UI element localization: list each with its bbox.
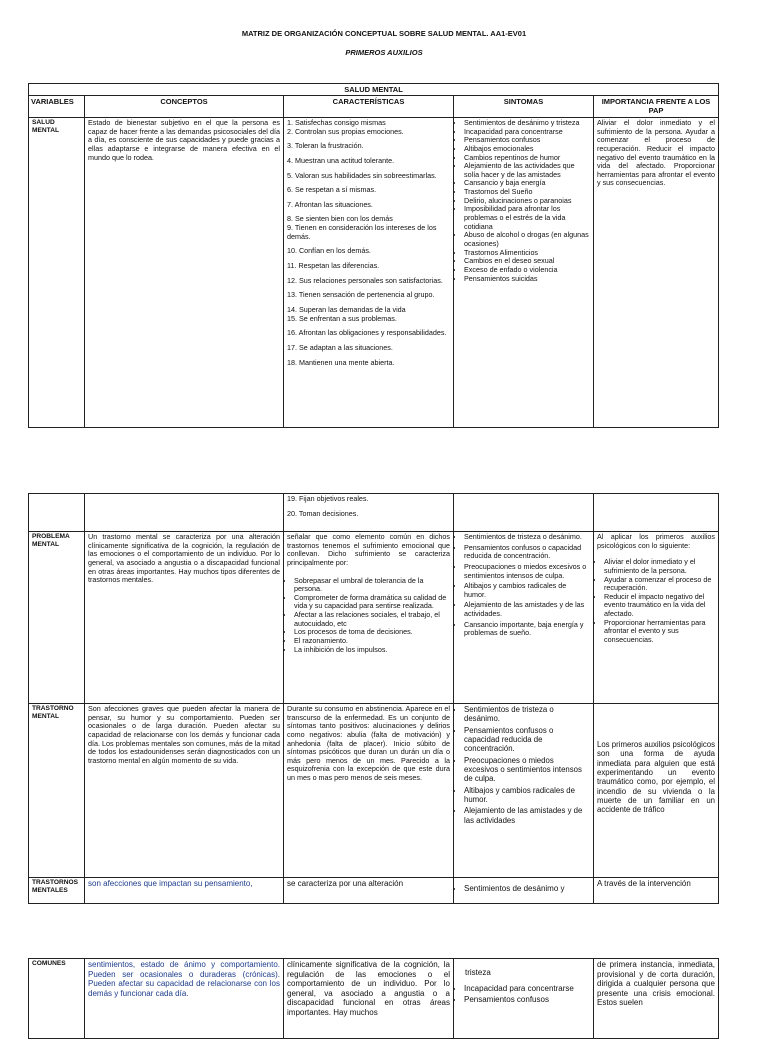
importancia-salud-mental: Aliviar el dolor inmediato y el sufrimiento de la persona. Ayudar a comenzar el proceso de recuperación. Reducir el impacto negativo del evento traumático en la vida del afectado. Proporcionar herramientas para afrontar el evento y sus consecuencias. <box>594 118 719 428</box>
caracteristica-item: 5. Valoran sus habilidades sin sobreestimarlas. <box>287 170 437 180</box>
sintoma-item: • Cansancio y baja energía <box>464 179 590 188</box>
caracteristicas-salud-mental <box>284 118 454 428</box>
sintoma-item: • Imposibilidad para afrontar los problemas o el estrés de la vida cotidiana <box>464 205 590 231</box>
caracteristica-item: 13. Tienen sensación de pertenencia al grupo. <box>287 290 435 300</box>
sintomas-problema-mental <box>454 532 594 704</box>
caracteristicas-trastorno-mental: Durante su consumo en abstinencia. Aparece en el transcurso de la enfermedad. Es un conjunto de síntomas tanto positivos: alucinaciones y delirios como negativos: abulia (falta de motivación) y anhedonia (falta de placer). Inicio súbito de síntomas psicóticos que duran un durán un día o más pero menos de un mes. Parecido a la esquizofrenia con la excepción de que este dura un mes o mas pero menos de seis meses. <box>284 704 454 878</box>
sintoma-item: • Alejamiento de las amistades y de las actividades. <box>464 601 590 618</box>
sintoma-item: • Pensamientos confusos <box>464 136 590 145</box>
sintoma-item: • Trastornos del Sueño <box>464 188 590 197</box>
importancia-trastorno-mental: Los primeros auxilios psicológicos son una forma de ayuda inmediata para alguien que está experimentando un evento traumático como, por ejemplo, el incendio de su vivienda o la muerte de un familiar en un accidente de tráfico <box>594 704 719 878</box>
caracteristica-item: 17. Se adaptan a las situaciones. <box>287 342 393 352</box>
col-conceptos: CONCEPTOS <box>85 96 284 118</box>
sintomas-salud-mental <box>454 118 594 428</box>
importancia-item: • Reducir el impacto negativo del evento traumático en la vida del afectado. <box>604 593 715 619</box>
super-header: SALUD MENTAL <box>29 84 719 96</box>
sintoma-item: • Alejamiento de las amistades y de las actividades <box>464 806 590 825</box>
importancia-problema-mental <box>594 532 719 704</box>
variable-problema-mental: PROBLEMA MENTAL <box>29 532 85 704</box>
sintoma-item: • Preocupaciones o miedos excesivos o sentimientos intensos de culpa. <box>464 756 590 784</box>
col-sintomas: SINTOMAS <box>454 96 594 118</box>
sintoma-item: • Cansancio importante, baja energía y problemas de sueño. <box>464 621 590 638</box>
caracteristicas-comunes: clínicamente significativa de la cognición, la regulación de las emociones o el comportamiento de un individuo. Por lo general, va asociado a angustia o a discapacidad funcional en otras áreas importantes. Hay muchos <box>284 959 454 1039</box>
caracteristica-item: 1. Satisfechas consigo mismas 2. Controlan sus propias emociones. <box>287 118 404 136</box>
sintoma-item: • Pensamientos confusos o capacidad reducida de concentración. <box>464 726 590 754</box>
caracteristicas-intro: señalar que como elemento común en dichos trastornos tenemos el sufrimiento emocional que conllevan. Dicho sufrimiento se caracteriza principalmente por: <box>287 532 450 567</box>
sintoma-item: • Pensamientos confusos <box>464 995 590 1005</box>
caracteristica-item: 4. Muestran una actitud tolerante. <box>287 155 395 165</box>
caracteristica-item: 20. Toman decisiones. <box>287 508 359 518</box>
sintoma-item: • Altibajos y cambios radicales de humor. <box>464 582 590 599</box>
caracteristica-item: 16. Afrontan las obligaciones y responsabilidades. <box>287 328 447 338</box>
sintoma-item: • Sentimientos de tristeza o desánimo. <box>464 705 590 724</box>
sintomas-trastorno-mental <box>454 704 594 878</box>
importancia-item: • Proporcionar herramientas para afrontar el evento y sus consecuencias. <box>604 619 715 645</box>
caracteristica-item: 7. Afrontan las situaciones. <box>287 199 373 209</box>
importancia-trastornos-mentales: A través de la intervención <box>594 878 719 904</box>
col-variables: VARIABLES <box>29 96 85 118</box>
document-subtitle: PRIMEROS AUXILIOS <box>345 48 423 57</box>
sintoma-item: • Abuso de alcohol o drogas (en algunas ocasiones) <box>464 231 590 248</box>
table-row <box>29 118 719 428</box>
col-importancia: IMPORTANCIA FRENTE A LOS PAP <box>594 96 719 118</box>
comunes-table <box>28 958 719 1039</box>
caracteristica-item: 8. Se sienten bien con los demás 9. Tienen en consideración los intereses de los demás. <box>287 214 437 241</box>
sintoma-item: • Alejamiento de las actividades que solía hacer y de las amistades <box>464 162 590 179</box>
concepto-trastorno-mental: Son afecciones graves que pueden afectar la manera de pensar, su humor y su comportamiento. Pueden ser ocasionales o de larga duración. Pueden afectar su capacidad de relacionarse con los demás y funcionar cada día. Los problemas mentales son comunes, más de la mitad de todos los estadounidenses serán diagnosticados con un trastorno mental en algún momento de su vida. <box>85 704 284 878</box>
importancia-intro: Al aplicar los primeros auxilios psicológicos con lo siguiente: <box>597 532 715 550</box>
sintoma-item: • Sentimientos de desánimo y tristeza <box>464 119 590 128</box>
table-row <box>29 878 719 904</box>
document-title: MATRIZ DE ORGANIZACIÓN CONCEPTUAL SOBRE SALUD MENTAL. AA1-EV01 <box>241 29 527 38</box>
trastornos-table <box>28 493 719 904</box>
table-row <box>29 494 719 532</box>
caracteristica-item: • Afectar a las relaciones sociales, el trabajo, el autocuidado, etc <box>294 611 450 628</box>
col-caracteristicas: CARACTERÍSTICAS <box>284 96 454 118</box>
caracteristica-item: • El razonamiento. <box>294 637 450 646</box>
caracteristica-item: 18. Mantienen una mente abierta. <box>287 357 395 367</box>
concepto-comunes: sentimientos, estado de ánimo y comportamiento. Pueden ser ocasionales o duraderas (crónicas). Pueden afectar su capacidad de relacionarse con los demás y funcionar cada día. <box>85 959 284 1039</box>
caracteristicas-trastornos-mentales: se caracteriza por una alteración <box>284 878 454 904</box>
sintoma-item: • Delirio, alucinaciones o paranoias <box>464 197 590 206</box>
sintoma-item: • Pensamientos confusos o capacidad reducida de concentración. <box>464 544 590 561</box>
variable-comunes: COMUNES <box>29 959 85 1039</box>
table-row <box>29 959 719 1039</box>
concepto-problema-mental: Un trastorno mental se caracteriza por una alteración clínicamente significativa de la cognición, la regulación de las emociones o el comportamiento de un individuo. Por lo general, va asociado a angustia o a discapacidad funcional en otras áreas importantes. Hay muchos tipos diferentes de trastornos mentales. <box>85 532 284 704</box>
caracteristica-item: • Los procesos de toma de decisiones. <box>294 628 450 637</box>
sintoma-item: • Sentimientos de tristeza o desánimo. <box>464 533 590 542</box>
variable-salud-mental: SALUD MENTAL <box>29 118 85 428</box>
sintoma-item: • Incapacidad para concentrarse <box>464 984 590 994</box>
caracteristica-item: 10. Confían en los demás. <box>287 246 371 256</box>
sintoma-item: • Altibajos emocionales <box>464 145 590 154</box>
importancia-item: • Aliviar el dolor inmediato y el sufrimiento de la persona. <box>604 558 715 575</box>
salud-mental-table <box>28 83 719 428</box>
sintomas-comunes: tristeza • Incapacidad para concentrarse • Pensamientos confusos <box>454 959 594 1039</box>
sintoma-item: • Cambios repentinos de humor <box>464 154 590 163</box>
table-row <box>29 532 719 704</box>
caracteristica-item: 3. Toleran la frustración. <box>287 141 364 151</box>
caracteristica-item: • Comprometer de forma dramática su calidad de vida y su capacidad para sentirse realizada. <box>294 594 450 611</box>
sintoma-item: • Incapacidad para concentrarse <box>464 128 590 137</box>
sintoma-item: • Exceso de enfado o violencia <box>464 266 590 275</box>
sintoma-item: • Preocupaciones o miedos excesivos o sentimientos intensos de culpa. <box>464 563 590 580</box>
sintoma-item: • Trastornos Alimenticios <box>464 249 590 258</box>
sintoma-item: • Altibajos y cambios radicales de humor. <box>464 786 590 805</box>
sintoma-item: • Pensamientos suicidas <box>464 275 590 284</box>
caracteristica-item: 11. Respetan las diferencias. <box>287 261 380 271</box>
importancia-item: • Ayudar a comenzar el proceso de recuperación. <box>604 576 715 593</box>
caracteristica-item: • Sobrepasar el umbral de tolerancia de la persona. <box>294 577 450 594</box>
importancia-comunes: de primera instancia, inmediata, provisional y de corta duración, dirigida a cualquier persona que presente una crisis emocional. Estos suelen <box>594 959 719 1039</box>
caracteristica-item: • La inhibición de los impulsos. <box>294 646 450 655</box>
concepto-trastornos-mentales: son afecciones que impactan su pensamiento, <box>85 878 284 904</box>
caracteristica-item: 19. Fijan objetivos reales. <box>287 494 369 503</box>
caracteristicas-problema-mental <box>284 532 454 704</box>
sintomas-trastornos-mentales: • Sentimientos de desánimo y <box>454 878 594 904</box>
variable-trastornos-mentales: TRASTORNOS MENTALES <box>29 878 85 904</box>
variable-trastorno-mental: TRASTORNO MENTAL <box>29 704 85 878</box>
caracteristicas-continuacion <box>284 494 454 532</box>
sintoma-item: • Cambios en el deseo sexual <box>464 257 590 266</box>
concepto-salud-mental: Estado de bienestar subjetivo en el que la persona es capaz de hacer frente a las demandas psicosociales del día a día, es consciente de sus capacidades y puede gracias a ellas adaptarse e integrarse de manera efectiva en el mundo que lo rodea. <box>85 118 284 428</box>
caracteristica-item: 14. Superan las demandas de la vida 15. Se enfrentan a sus problemas. <box>287 304 406 323</box>
caracteristica-item: 6. Se respetan a sí mismas. <box>287 185 377 195</box>
caracteristica-item: 12. Sus relaciones personales son satisfactorias. <box>287 275 443 285</box>
table-row <box>29 704 719 878</box>
